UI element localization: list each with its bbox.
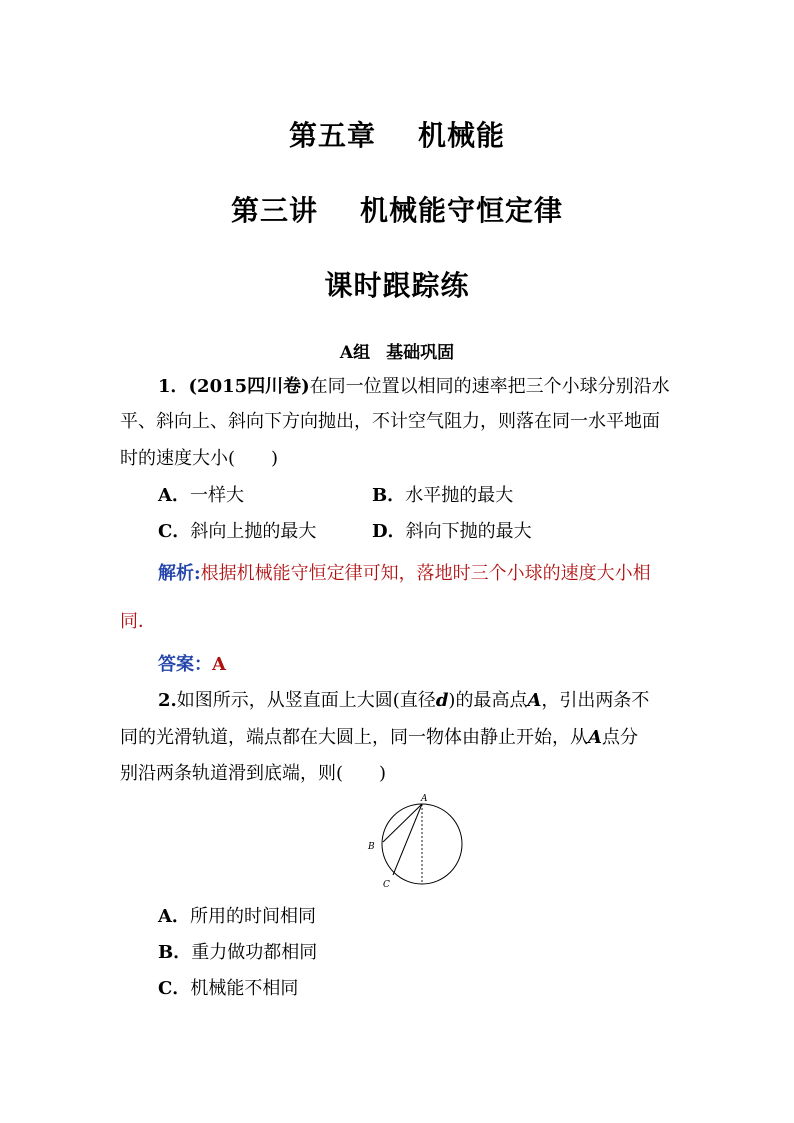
group-heading: [0, 338, 794, 363]
analysis-text-1: 根据机械能守恒定律可知，落地时三个小球的速度大小相: [200, 563, 651, 584]
circle-track-figure: [360, 790, 470, 900]
chapter-number: 第五章: [288, 119, 376, 152]
answer-label: 答案：: [158, 654, 212, 675]
lecture-name: 机械能守恒定律: [360, 194, 564, 227]
q2-option-c: C．机械能不相同: [158, 978, 299, 999]
chapter-title: [0, 114, 794, 154]
lecture-title: [0, 189, 794, 229]
q2-line-3: 别沿两条轨道滑到底端，则( ): [120, 763, 387, 784]
q1-answer: [158, 653, 226, 677]
q2-option-b: B．重力做功都相同: [158, 942, 318, 963]
q1-text-1: 在同一位置以相同的速率把三个小球分别沿水: [309, 376, 670, 397]
q1-option-d: D．斜向下抛的最大: [372, 521, 532, 542]
q1-analysis-line-1: [158, 562, 651, 586]
track-ac: [393, 804, 422, 875]
lecture-number: 第三讲: [230, 194, 318, 227]
q1-line-1: [158, 375, 670, 399]
circle-track-diagram: [360, 790, 470, 900]
q1-option-c: C．斜向上抛的最大: [158, 521, 317, 542]
q2-line-1: 2.如图所示，从竖直面上大圆(直径d)的最高点A，引出两条不: [158, 690, 650, 711]
q2-number: 2.: [158, 690, 177, 711]
q1-line-2: 平、斜向上、斜向下方向抛出，不计空气阻力，则落在同一水平地面: [120, 411, 660, 432]
group-name: 基础巩固: [386, 343, 455, 363]
q1-line-3: 时的速度大小( ): [120, 448, 279, 469]
answer-value: A: [212, 654, 226, 675]
q1-analysis-line-2: [120, 610, 156, 634]
chapter-name: 机械能: [418, 119, 506, 152]
q2-line-2: 同的光滑轨道，端点都在大圆上，同一物体由静止开始，从A点分: [120, 727, 638, 748]
label-b: B: [368, 842, 375, 852]
track-ab: [383, 804, 422, 842]
q1-option-b: B．水平抛的最大: [372, 485, 514, 506]
q1-option-a: A．一样大: [158, 485, 244, 506]
label-c: C: [383, 880, 390, 890]
q1-number: 1．: [158, 376, 189, 397]
label-a: A: [421, 794, 428, 804]
q2-option-a: A．所用的时间相同: [158, 906, 316, 927]
analysis-text-2: 同．: [120, 611, 156, 632]
analysis-label: 解析:: [158, 563, 201, 584]
q1-source: (2015四川卷): [188, 376, 310, 397]
group-label: A组: [339, 343, 371, 363]
section-subtitle: 课时跟踪练: [324, 269, 470, 302]
